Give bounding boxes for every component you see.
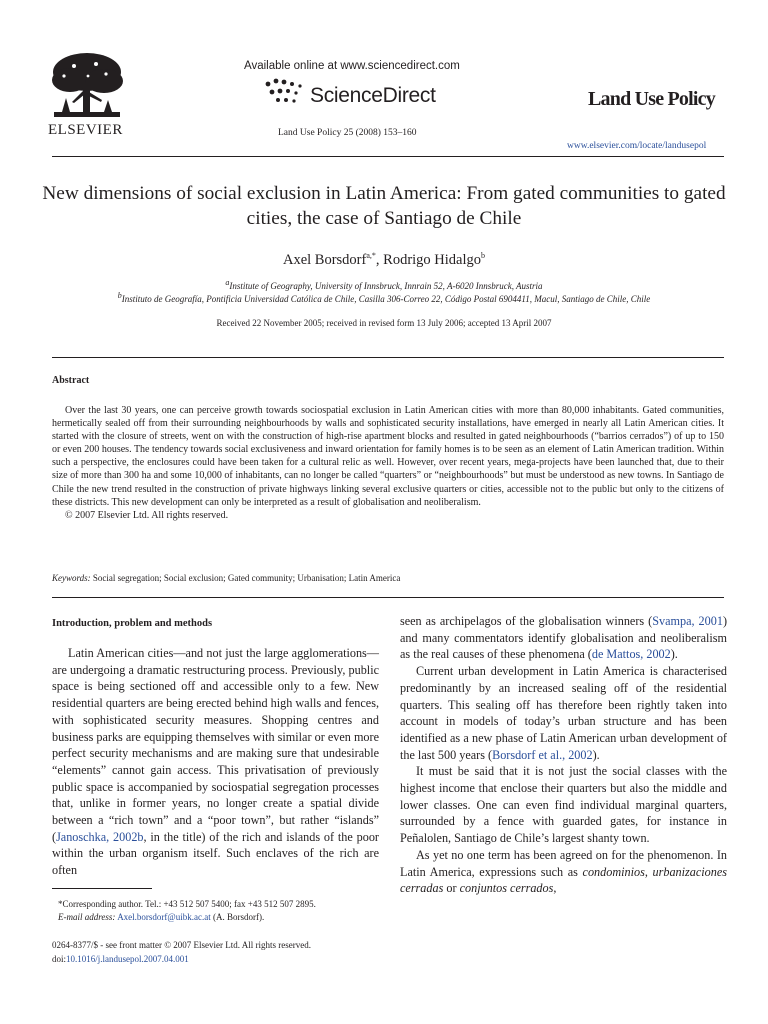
affiliation-mark: a [225, 278, 230, 287]
author-name[interactable]: Axel Borsdorf [282, 252, 367, 268]
body-text: , in the title) of the rich and islands of the poor within the urban organism itself. Such enclaves of the rich are often [52, 829, 379, 878]
email-line [52, 911, 379, 924]
body-text: , [644, 864, 653, 879]
footer-info [52, 938, 382, 966]
section-heading: Introduction, problem and methods [52, 618, 213, 629]
doi-line [52, 952, 382, 966]
citation-link[interactable]: Borsdorf et al., 2002 [492, 747, 593, 762]
header-divider [52, 156, 724, 157]
available-online-text: Available online at www.sciencedirect.com [244, 60, 460, 72]
footnote-rule [52, 888, 152, 889]
issn-line: 0264-8377/$ - see front matter © 2007 Elsevier Ltd. All rights reserved. [52, 940, 312, 950]
body-text: As yet no one term has been agreed on for the phenomenon. In Latin America, expressions such as [400, 847, 727, 879]
affiliation-b [40, 291, 728, 304]
corresponding-author-note: *Corresponding author. Tel.: +43 512 507 5400; fax +43 512 507 2895. [58, 899, 316, 909]
elsevier-tree-logo-icon [44, 50, 130, 122]
sciencedirect-dots-icon [262, 74, 308, 110]
italic-term: conjuntos cerrados [459, 881, 554, 896]
body-text: Current urban development in Latin America is characterised predominantly by an increased sealing off of the residential quarters. This sealing off has therefore been rightly taken into account in models of today’s urban structure and has been identified as a new phase of Latin American urban development of the last 500 years ( [400, 664, 727, 762]
italic-term: urbanizaciones cerradas [400, 864, 727, 896]
keywords-line [52, 573, 724, 583]
left-column [52, 645, 379, 879]
article-title: New dimensions of social exclusion in Latin America: From gated communities to gated cities, the case of Santiago de Chile [42, 183, 726, 229]
author-affiliation-mark: a,* [366, 251, 376, 261]
body-text: ). [592, 747, 600, 762]
received-dates: Received 22 November 2005; received in revised form 13 July 2006; accepted 13 April 2007 [216, 318, 552, 328]
body-text: seen as archipelagos of the globalisation winners ( [400, 614, 653, 628]
body-text: ) and many commentators identify globalisation and neoliberalism as the real causes of these phenomena ( [400, 614, 727, 662]
publisher-logo-text: ELSEVIER [48, 122, 123, 138]
body-paragraph [400, 613, 727, 663]
author-separator: , [375, 252, 384, 268]
citation-link[interactable]: Svampa, 2001 [652, 614, 723, 628]
affiliation-text: Instituto de Geografía, Pontificia Universidad Católica de Chile, Casilla 306-Correo 22, Código Postal 6904411, Macul, Santiago de Chile, Chile [121, 294, 651, 304]
email-label: E-mail address: [58, 912, 116, 922]
body-text: Latin American cities—and not just the large agglomerations—are undergoing a dramatic restructuring process. Previously, public space is being sectioned off and accessible only to a few. New residential quarters are being erected behind high walls and fences, with sophisticated security measures. Shopping centres and business parks are equipping themselves with similar or even more perfect security mechanisms and are making sure that undesirable “elements” cannot gain access. This privatisation of previously public space is accompanied by sociospatial segregation processes that, unlike in former years, no longer create a spatial divide between a “rich town” and a “poor town”, but rather “islands” ( [52, 646, 379, 844]
affiliation-a [40, 278, 728, 291]
abstract-heading: Abstract [52, 375, 90, 386]
body-text: , [553, 881, 557, 896]
journal-homepage-link[interactable]: www.elsevier.com/locate/landusepol [567, 141, 707, 151]
citation-link[interactable]: Janoschka, 2002b [56, 829, 144, 844]
journal-citation: Land Use Policy 25 (2008) 153–160 [278, 128, 417, 138]
affiliation-mark: b [117, 291, 122, 300]
author-list [40, 252, 728, 269]
footnote [52, 898, 379, 924]
abstract-body [52, 404, 724, 522]
right-column [400, 613, 727, 897]
keywords-label: Keywords: [52, 573, 91, 583]
author-name[interactable]: Rodrigo Hidalgo [383, 252, 482, 268]
body-text: or [443, 881, 460, 896]
body-text: ). [670, 647, 678, 662]
email-suffix: (A. Borsdorf). [210, 912, 265, 922]
doi-link[interactable]: 10.1016/j.landusepol.2007.04.001 [66, 954, 189, 964]
doi-label: doi: [52, 954, 67, 964]
keywords-bottom-divider [52, 597, 724, 598]
citation-link[interactable]: de Mattos, 2002 [591, 647, 671, 662]
email-link[interactable]: Axel.borsdorf@uibk.ac.at [117, 912, 211, 922]
body-paragraph [400, 847, 727, 897]
sciencedirect-logo-text: ScienceDirect [310, 84, 436, 107]
body-paragraph: It must be said that it is not just the social classes with the highest income that enclose their quarters but also the middle and lower classes. One can even find individual marginal quarters, surrounded by a fence with guarded gates, for instance in Peñalolen, Santiago de Chile’s largest shanty town. [400, 764, 727, 846]
abstract-copyright: © 2007 Elsevier Ltd. All rights reserved. [65, 509, 229, 521]
body-paragraph [400, 663, 727, 763]
journal-name-logo: Land Use Policy [588, 88, 715, 110]
keywords-text: Social segregation; Social exclusion; Gated community; Urbanisation; Latin America [90, 573, 401, 583]
body-paragraph [52, 645, 379, 879]
abstract-top-divider [52, 357, 724, 358]
author-affiliation-mark: b [481, 251, 486, 261]
affiliation-text: Institute of Geography, University of Innsbruck, Innrain 52, A-6020 Innsbruck, Austria [229, 281, 543, 291]
italic-term: condominios [582, 864, 645, 879]
abstract-text: Over the last 30 years, one can perceive growth towards sociospatial exclusion in Latin American cities with more than 80,000 inhabitants. Gated communities, hermetically sealed off from their surrounding neighbourhoods by walls and sophisticated security installations, have emerged in nearly all Latin American cities. It started with the closure of streets, went on with the construction of high-rise apartment blocks and resulted in gated neighbourhoods (“barrios cerrados”) of up to 150 or even 200 houses. The tendency towards social exclusiveness and inward orientation for family homes is to be seen as an element of Latin American tradition. Within such a perspective, the enclosures could have been taken for a cultural relic as well. However, over recent years, mega-projects have been launched that, due to their size of more than 300 ha and some 10,000 of inhabitants, can no longer be called “quarters” or “neighbourhoods” but must be understood as new towns. In Santiago de Chile the new trend resulted in the construction of private highways linking several exclusive quarters or cities, accessible not to the public but only to the citizens of these districts. This new development can only be interpreted as a result of globalisation and neoliberalism. [52, 405, 724, 508]
